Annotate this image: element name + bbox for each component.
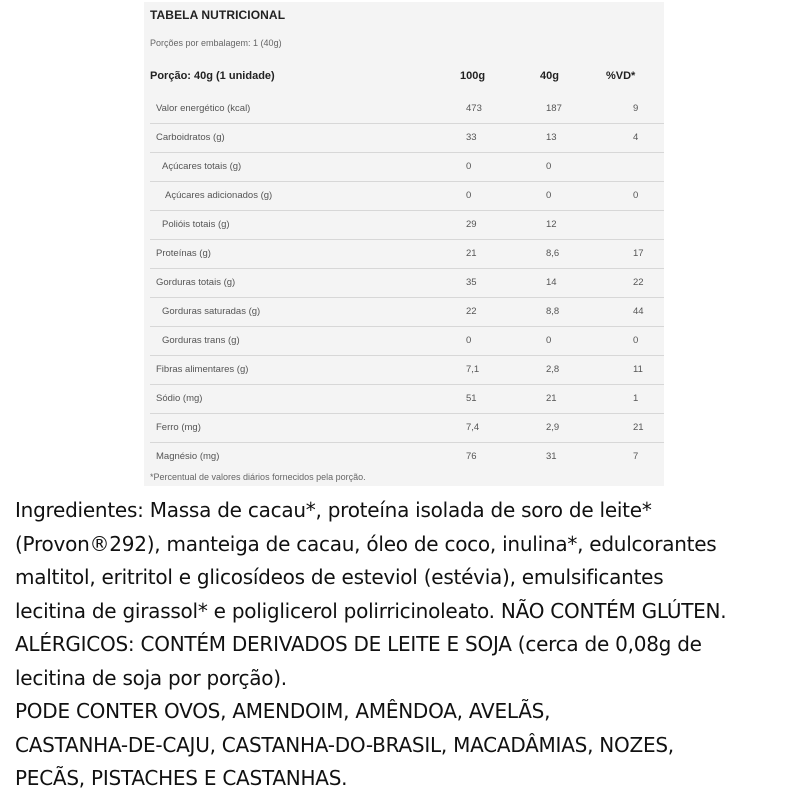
- value-vd: 7: [633, 451, 639, 462]
- ingredients-line: PECÃS, PISTACHES E CASTANHAS.: [15, 766, 348, 790]
- value-vd: 11: [633, 364, 643, 375]
- header-vd: %VD*: [606, 70, 636, 82]
- value-vd: 9: [633, 103, 639, 114]
- value-40g: 0: [546, 190, 552, 201]
- table-row: [150, 269, 664, 298]
- value-100g: 0: [466, 190, 472, 201]
- value-40g: 14: [546, 277, 557, 288]
- table-row: [150, 298, 664, 327]
- value-40g: 0: [546, 161, 552, 172]
- value-40g: 2,8: [546, 364, 560, 375]
- header-40g: 40g: [540, 70, 559, 82]
- value-40g: 12: [546, 219, 557, 230]
- table-row: [150, 124, 664, 153]
- value-vd: 21: [633, 422, 644, 433]
- value-40g: 0: [546, 335, 552, 346]
- ingredients-line: maltitol, eritritol e glicosídeos de esteviol (estévia), emulsificantes: [15, 565, 664, 589]
- value-100g: 29: [466, 219, 477, 230]
- nutrient-label: Gorduras trans (g): [162, 335, 240, 346]
- ingredients-line: Ingredientes: Massa de cacau*, proteína isolada de soro de leite*: [15, 498, 652, 522]
- ingredients-text: [15, 494, 795, 796]
- nutrient-label: Açúcares totais (g): [162, 161, 242, 172]
- table-row: [150, 443, 664, 471]
- ingredients-line: PODE CONTER OVOS, AMENDOIM, AMÊNDOA, AVELÃS,: [15, 699, 551, 723]
- ingredients-line: lecitina de soja por porção).: [15, 665, 287, 690]
- value-vd: 1: [633, 393, 639, 404]
- nutrient-label: Magnésio (mg): [156, 451, 220, 462]
- nutrition-header-row: [144, 66, 664, 88]
- value-40g: 187: [546, 103, 562, 114]
- value-100g: 51: [466, 393, 477, 404]
- value-40g: 13: [546, 132, 557, 143]
- value-100g: 35: [466, 277, 477, 288]
- ingredients-line: lecitina de girassol* e poliglicerol polirricinoleato. NÃO CONTÉM GLÚTEN.: [15, 598, 727, 623]
- table-row: [150, 95, 664, 124]
- value-vd: 4: [633, 132, 639, 143]
- nutrient-label: Sódio (mg): [156, 393, 203, 404]
- nutrient-label: Fibras alimentares (g): [156, 364, 249, 375]
- value-100g: 7,1: [466, 364, 480, 375]
- value-100g: 0: [466, 335, 472, 346]
- nutrient-label: Proteínas (g): [156, 248, 211, 259]
- nutrition-footnote: *Percentual de valores diários fornecidos pela porção.: [150, 472, 366, 482]
- ingredients-line: ALÉRGICOS: CONTÉM DERIVADOS DE LEITE E SOJA (cerca de 0,08g de: [15, 632, 702, 656]
- value-vd: 44: [633, 306, 644, 317]
- header-100g: 100g: [460, 70, 486, 82]
- nutrition-table: [144, 2, 664, 486]
- nutrient-label: Ferro (mg): [156, 422, 201, 433]
- value-vd: 22: [633, 277, 644, 288]
- nutrition-title: TABELA NUTRICIONAL: [150, 8, 286, 22]
- value-40g: 31: [546, 451, 557, 462]
- value-100g: 33: [466, 132, 477, 143]
- nutrient-label: Gorduras totais (g): [156, 277, 236, 288]
- ingredients-line: (Provon®292), manteiga de cacau, óleo de coco, inulina*, edulcorantes: [15, 531, 717, 556]
- value-100g: 7,4: [466, 422, 480, 433]
- value-100g: 76: [466, 451, 477, 462]
- ingredients-line: CASTANHA-DE-CAJU, CASTANHA-DO-BRASIL, MACADÂMIAS, NOZES,: [15, 732, 674, 757]
- value-40g: 2,9: [546, 422, 560, 433]
- value-40g: 8,8: [546, 306, 560, 317]
- nutrition-rows: [150, 95, 664, 471]
- table-row: [150, 153, 664, 182]
- value-vd: 0: [633, 335, 639, 346]
- table-row: [150, 182, 664, 211]
- nutrient-label: Gorduras saturadas (g): [162, 306, 261, 317]
- value-40g: 21: [546, 393, 557, 404]
- nutrient-label: Valor energético (kcal): [156, 103, 251, 114]
- table-row: [150, 240, 664, 269]
- value-100g: 0: [466, 161, 472, 172]
- table-row: [150, 356, 664, 385]
- table-row: [150, 211, 664, 240]
- nutrient-label: Carboidratos (g): [156, 132, 225, 143]
- nutrient-label: Açúcares adicionados (g): [165, 190, 273, 201]
- value-100g: 473: [466, 103, 482, 114]
- value-vd: 0: [633, 190, 639, 201]
- table-row: [150, 327, 664, 356]
- value-100g: 22: [466, 306, 477, 317]
- value-100g: 21: [466, 248, 477, 259]
- table-row: [150, 385, 664, 414]
- table-row: [150, 414, 664, 443]
- nutrient-label: Polióis totais (g): [162, 219, 230, 230]
- header-portion-label: Porção: 40g (1 unidade): [150, 70, 275, 82]
- value-vd: 17: [633, 248, 644, 259]
- value-40g: 8,6: [546, 248, 560, 259]
- portions-per-package: Porções por embalagem: 1 (40g): [150, 38, 282, 48]
